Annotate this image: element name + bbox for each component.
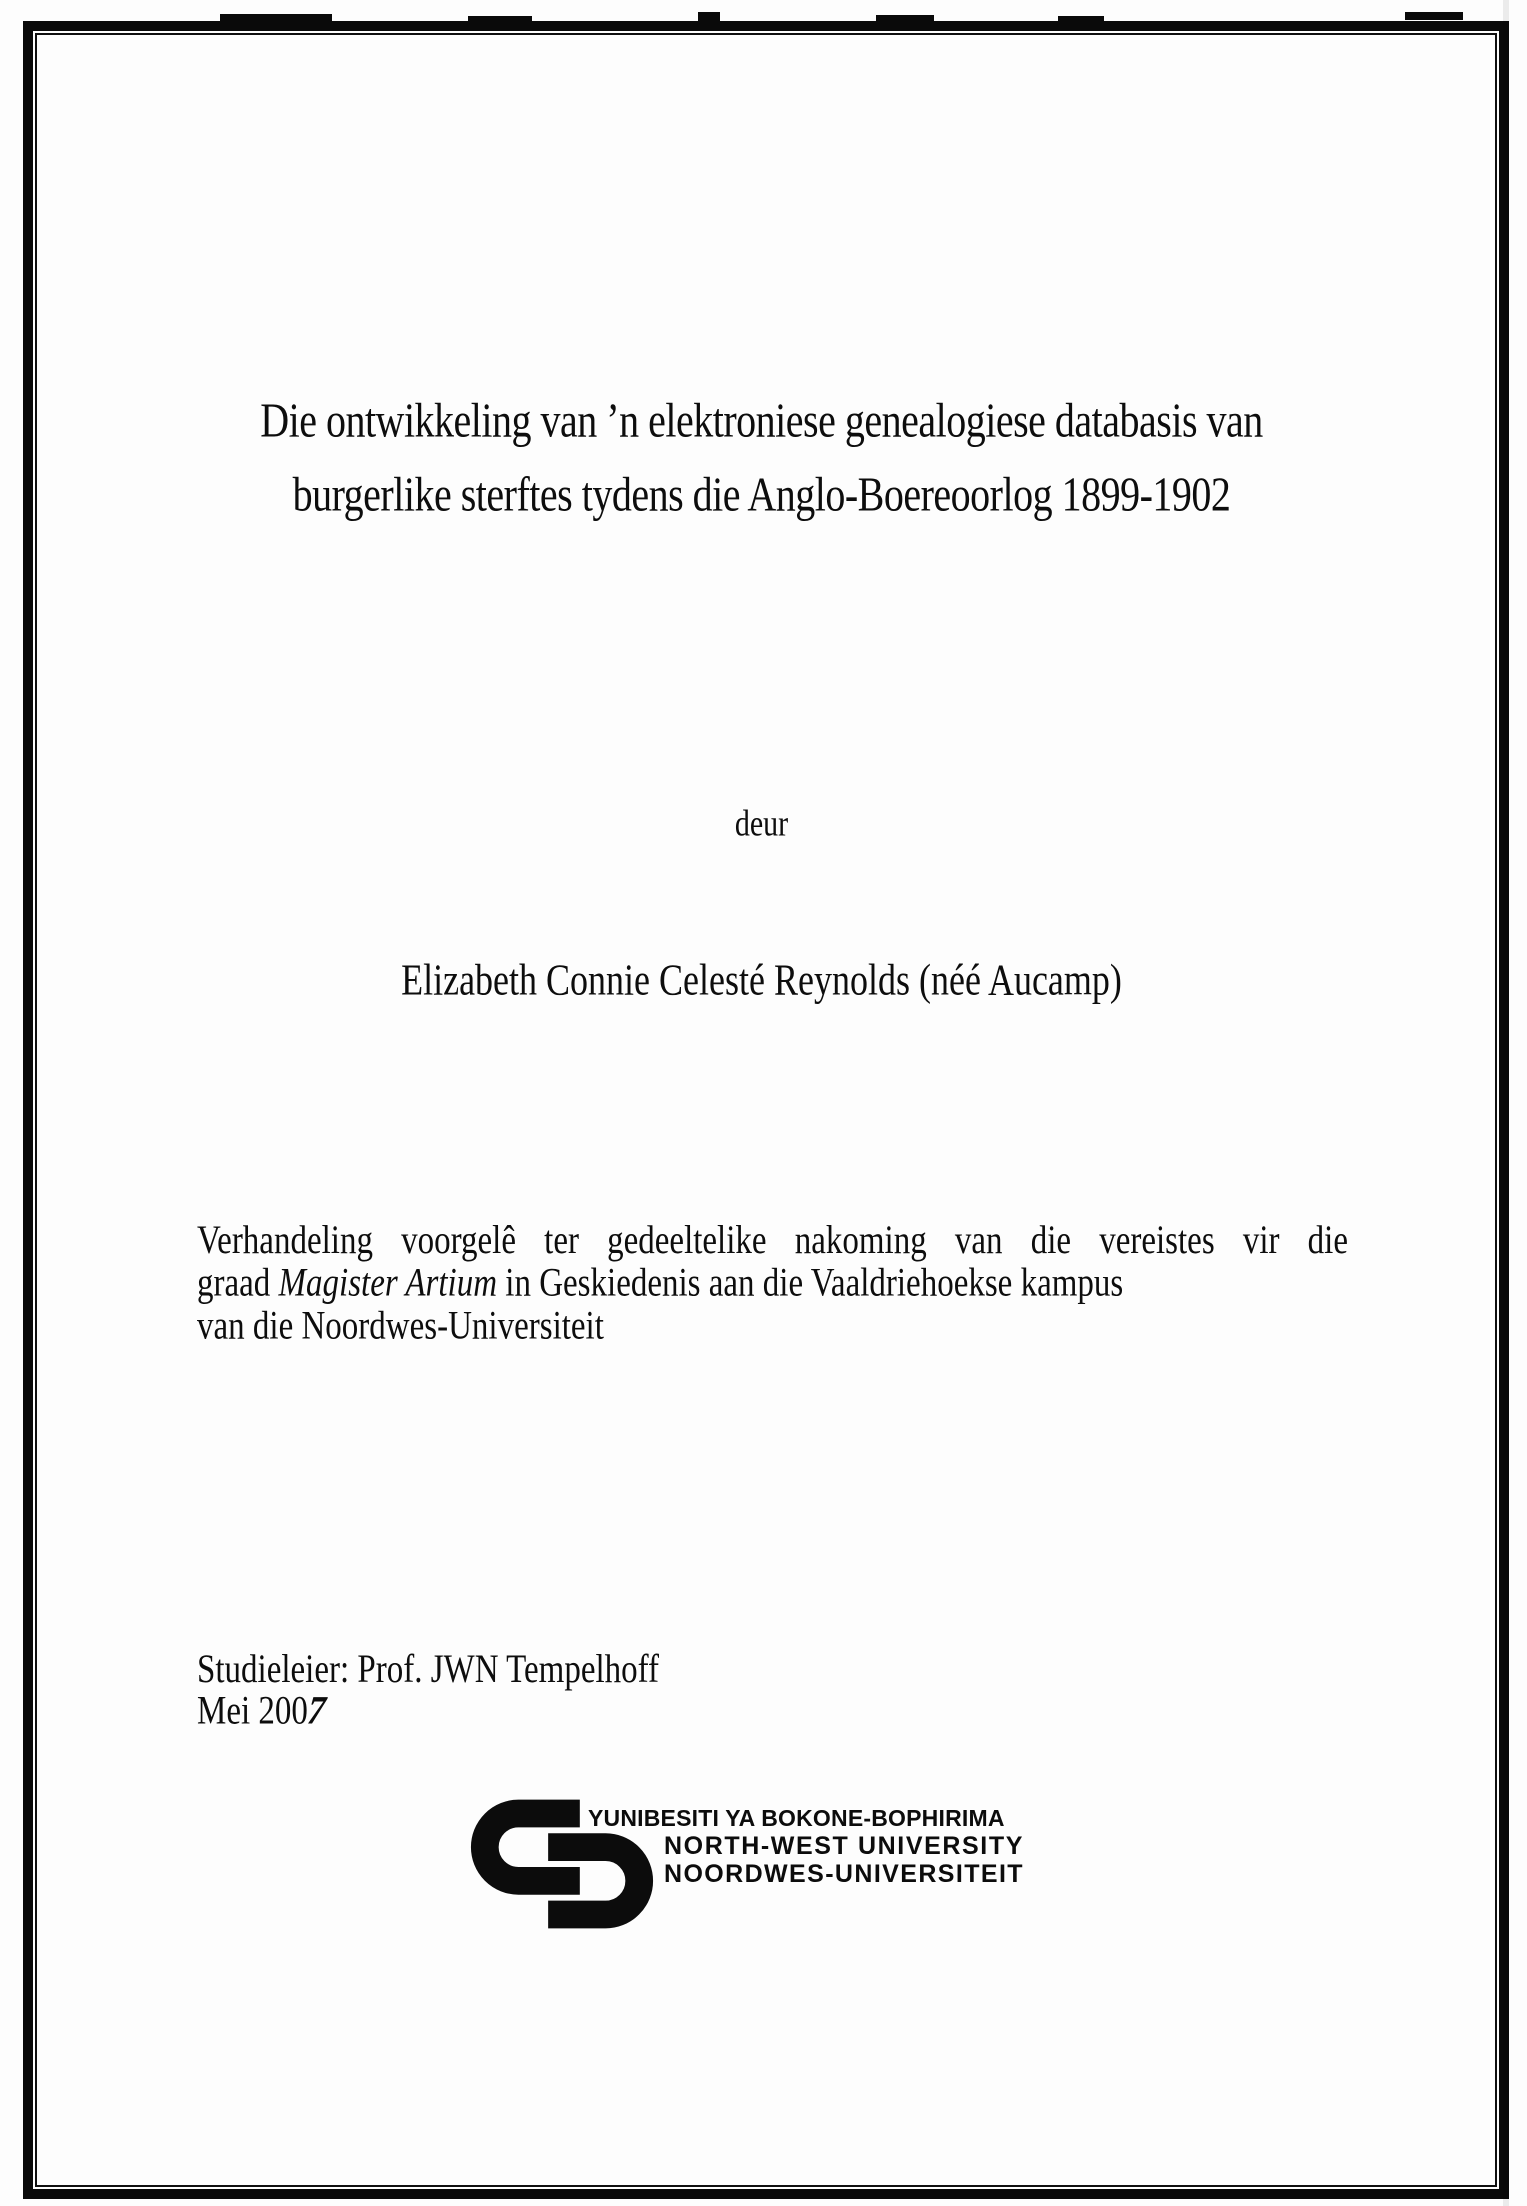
thesis-title-line-2: burgerlike sterftes tydens die Anglo-Boereoorlog 1899-1902 bbox=[292, 466, 1231, 522]
thesis-title-line-1: Die ontwikkeling van ’n elektroniese genealogiese databasis van bbox=[260, 392, 1263, 448]
date-digit-7-glyph: 7 bbox=[301, 1689, 331, 1734]
scan-artifact bbox=[1405, 12, 1463, 20]
declaration-line-3: van die Noordwes-Universiteit bbox=[197, 1304, 604, 1349]
logo-name-english: NORTH-WEST UNIVERSITY bbox=[664, 1832, 1024, 1860]
supervisor-block bbox=[197, 1649, 659, 1732]
declaration-line-2-post: in Geskiedenis aan die Vaaldriehoekse kampus bbox=[497, 1261, 1124, 1306]
scan-artifact bbox=[876, 15, 934, 22]
author-name: Elizabeth Connie Celesté Reynolds (néé Aucamp) bbox=[401, 955, 1122, 1005]
date-line bbox=[197, 1689, 659, 1734]
declaration-line-1: Verhandeling voorgelê ter gedeeltelike nakoming van die vereistes vir die bbox=[197, 1218, 1348, 1263]
logo-name-afrikaans: NOORDWES-UNIVERSITEIT bbox=[664, 1860, 1024, 1888]
declaration-line-2-pre: graad bbox=[197, 1261, 279, 1306]
byline-deur: deur bbox=[734, 803, 789, 844]
degree-declaration bbox=[197, 1220, 1348, 1348]
scan-artifact bbox=[698, 12, 720, 21]
declaration-line-2 bbox=[197, 1263, 1348, 1306]
logo-name-setswana: YUNIBESITI YA BOKONE-BOPHIRIMA bbox=[588, 1805, 1005, 1831]
supervisor-line: Studieleier: Prof. JWN Tempelhoff bbox=[197, 1647, 660, 1692]
declaration-degree-name: Magister Artium bbox=[278, 1261, 498, 1306]
scan-edge-shadow bbox=[1503, 0, 1509, 2206]
scan-artifact bbox=[468, 16, 532, 22]
date-prefix: Mei 200 bbox=[197, 1689, 308, 1734]
scan-artifact bbox=[220, 14, 332, 22]
scan-artifact bbox=[1058, 16, 1104, 22]
